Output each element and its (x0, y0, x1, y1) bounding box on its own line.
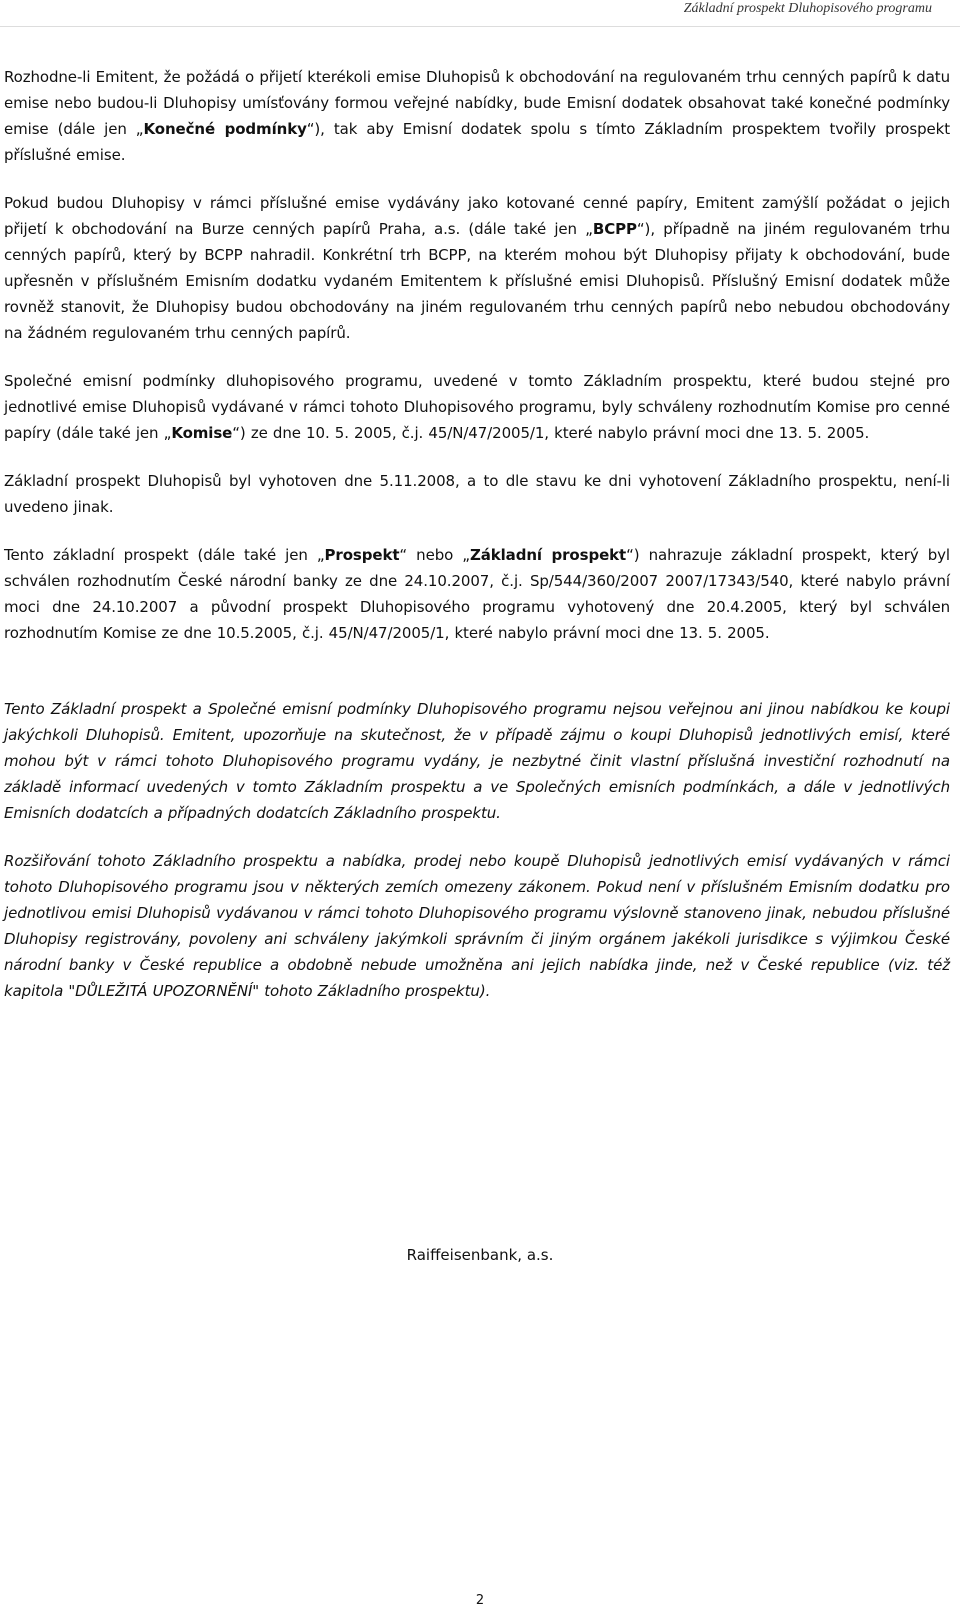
document-body (4, 64, 950, 1004)
paragraph-text: Společné emisní podmínky dluhopisového programu, uvedené v tomto Základním prospektu, které budou stejné pro jednotlivé emise Dluhopisů vydávané v rámci tohoto Dluhopisového programu, byly schváleny rozhodnutím Komise pro cenné papíry (dále také jen „ (4, 372, 950, 442)
page-number: 2 (475, 1593, 485, 1608)
paragraph-prospectus-date (4, 468, 950, 520)
paragraph-bcpp (4, 190, 950, 346)
header-divider (0, 26, 960, 27)
paragraph-text: Pokud budou Dluhopisy v rámci příslušné emise vydávány jako kotované cenné papíry, Emitent zamýšlí požádat o jejich přijetí k obchodování na Burze cenných papírů Praha, a.s. (dále také jen „ (4, 194, 950, 238)
paragraph-text: Rozšiřování tohoto Základního prospektu a nabídka, prodej nebo koupě Dluhopisů jednotlivých emisí vydávaných v rámci tohoto Dluhopisového programu jsou v některých zemích omezeny zákonem. Pokud není v příslušném Emisním dodatku pro jednotlivou emisi Dluhopisů vydávanou v rámci tohoto Dluhopisového programu výslovně stanoveno jinak, nebudou příslušné Dluhopisy registrovány, povoleny ani schváleny jakýmkoli správním či jiným orgánem jakékoli jurisdikce s výjimkou České národní banky v České republice a obdobně nebude umožněna ani jejich nabídka jinde, než v České republice (viz. též kapitola "DŮLEŽITÁ UPOZORNĚNÍ" tohoto Základního prospektu). (4, 852, 950, 1000)
paragraph-final-terms (4, 64, 950, 168)
paragraph-text: “) nahrazuje základní prospekt, který byl schválen rozhodnutím České národní banky ze dne 24.10.2007, č.j. Sp/544/360/2007 2007/17343/540, které nabylo právní moci dne 24.10.2007 a původní prospekt Dluhopisového programu vyhotovený dne 20.4.2005, který byl schválen rozhodnutím Komise ze dne 10.5.2005, č.j. 45/N/47/2005/1, které nabylo právní moci dne 13. 5. 2005. (4, 546, 950, 642)
defined-term-bcpp: BCPP (592, 220, 637, 238)
paragraph-text: “) ze dne 10. 5. 2005, č.j. 45/N/47/2005/1, které nabylo právní moci dne 13. 5. 2005. (232, 424, 870, 442)
paragraph-text: “), tak aby Emisní dodatek spolu s tímto Základním prospektem tvořily prospekt příslušné emise. (4, 120, 950, 164)
paragraph-prospectus-replacement (4, 542, 950, 646)
paragraph-not-an-offer (4, 696, 950, 826)
defined-term-komise: Komise (171, 424, 233, 442)
paragraph-text: Základní prospekt Dluhopisů byl vyhotoven dne 5.11.2008, a to dle stavu ke dni vyhotovení Základního prospektu, není-li uvedeno jinak. (4, 472, 950, 516)
defined-term-zakladni-prospekt: Základní prospekt (469, 546, 627, 564)
issuer-signature: Raiffeisenbank, a.s. (406, 1246, 554, 1264)
paragraph-common-terms (4, 368, 950, 446)
running-header: Základní prospekt Dluhopisového programu (683, 1, 932, 16)
paragraph-text: “ nebo „ (399, 546, 470, 564)
defined-term-prospekt: Prospekt (324, 546, 400, 564)
paragraph-text: Rozhodne-li Emitent, že požádá o přijetí kterékoli emise Dluhopisů k obchodování na regulovaném trhu cenných papírů k datu emise nebo budou-li Dluhopisy umísťovány formou veřejné nabídky, bude Emisní dodatek obsahovat také konečné podmínky emise (dále jen „ (4, 68, 950, 138)
paragraph-distribution-restrictions (4, 848, 950, 1004)
paragraph-text: Tento Základní prospekt a Společné emisní podmínky Dluhopisového programu nejsou veřejnou ani jinou nabídkou ke koupi jakýchkoli Dluhopisů. Emitent, upozorňuje na skutečnost, že v případě zájmu o koupi Dluhopisů jednotlivých emisí, které mohou být v rámci tohoto Dluhopisového programu vydány, je nezbytné činit vlastní příslušná investiční rozhodnutí na základě informací uvedených v tomto Základním prospektu a ve Společných emisních podmínkách, a dále v jednotlivých Emisních dodatcích a případných dodatcích Základního prospektu. (4, 700, 950, 822)
paragraph-text: Tento základní prospekt (dále také jen „ (4, 546, 325, 564)
paragraph-text: “), případně na jiném regulovaném trhu cenných papírů, který by BCPP nahradil. Konkrétní trh BCPP, na kterém mohou být Dluhopisy přijaty k obchodování, bude upřesněn v příslušném Emisním dodatku vydaném Emitentem k příslušné emisi Dluhopisů. Příslušný Emisní dodatek může rovněž stanovit, že Dluhopisy budou obchodovány na jiném regulovaném trhu cenných papírů nebo nebudou obchodovány na žádném regulovaném trhu cenných papírů. (4, 220, 951, 342)
defined-term-konecne-podminky: Konečné podmínky (143, 120, 307, 138)
